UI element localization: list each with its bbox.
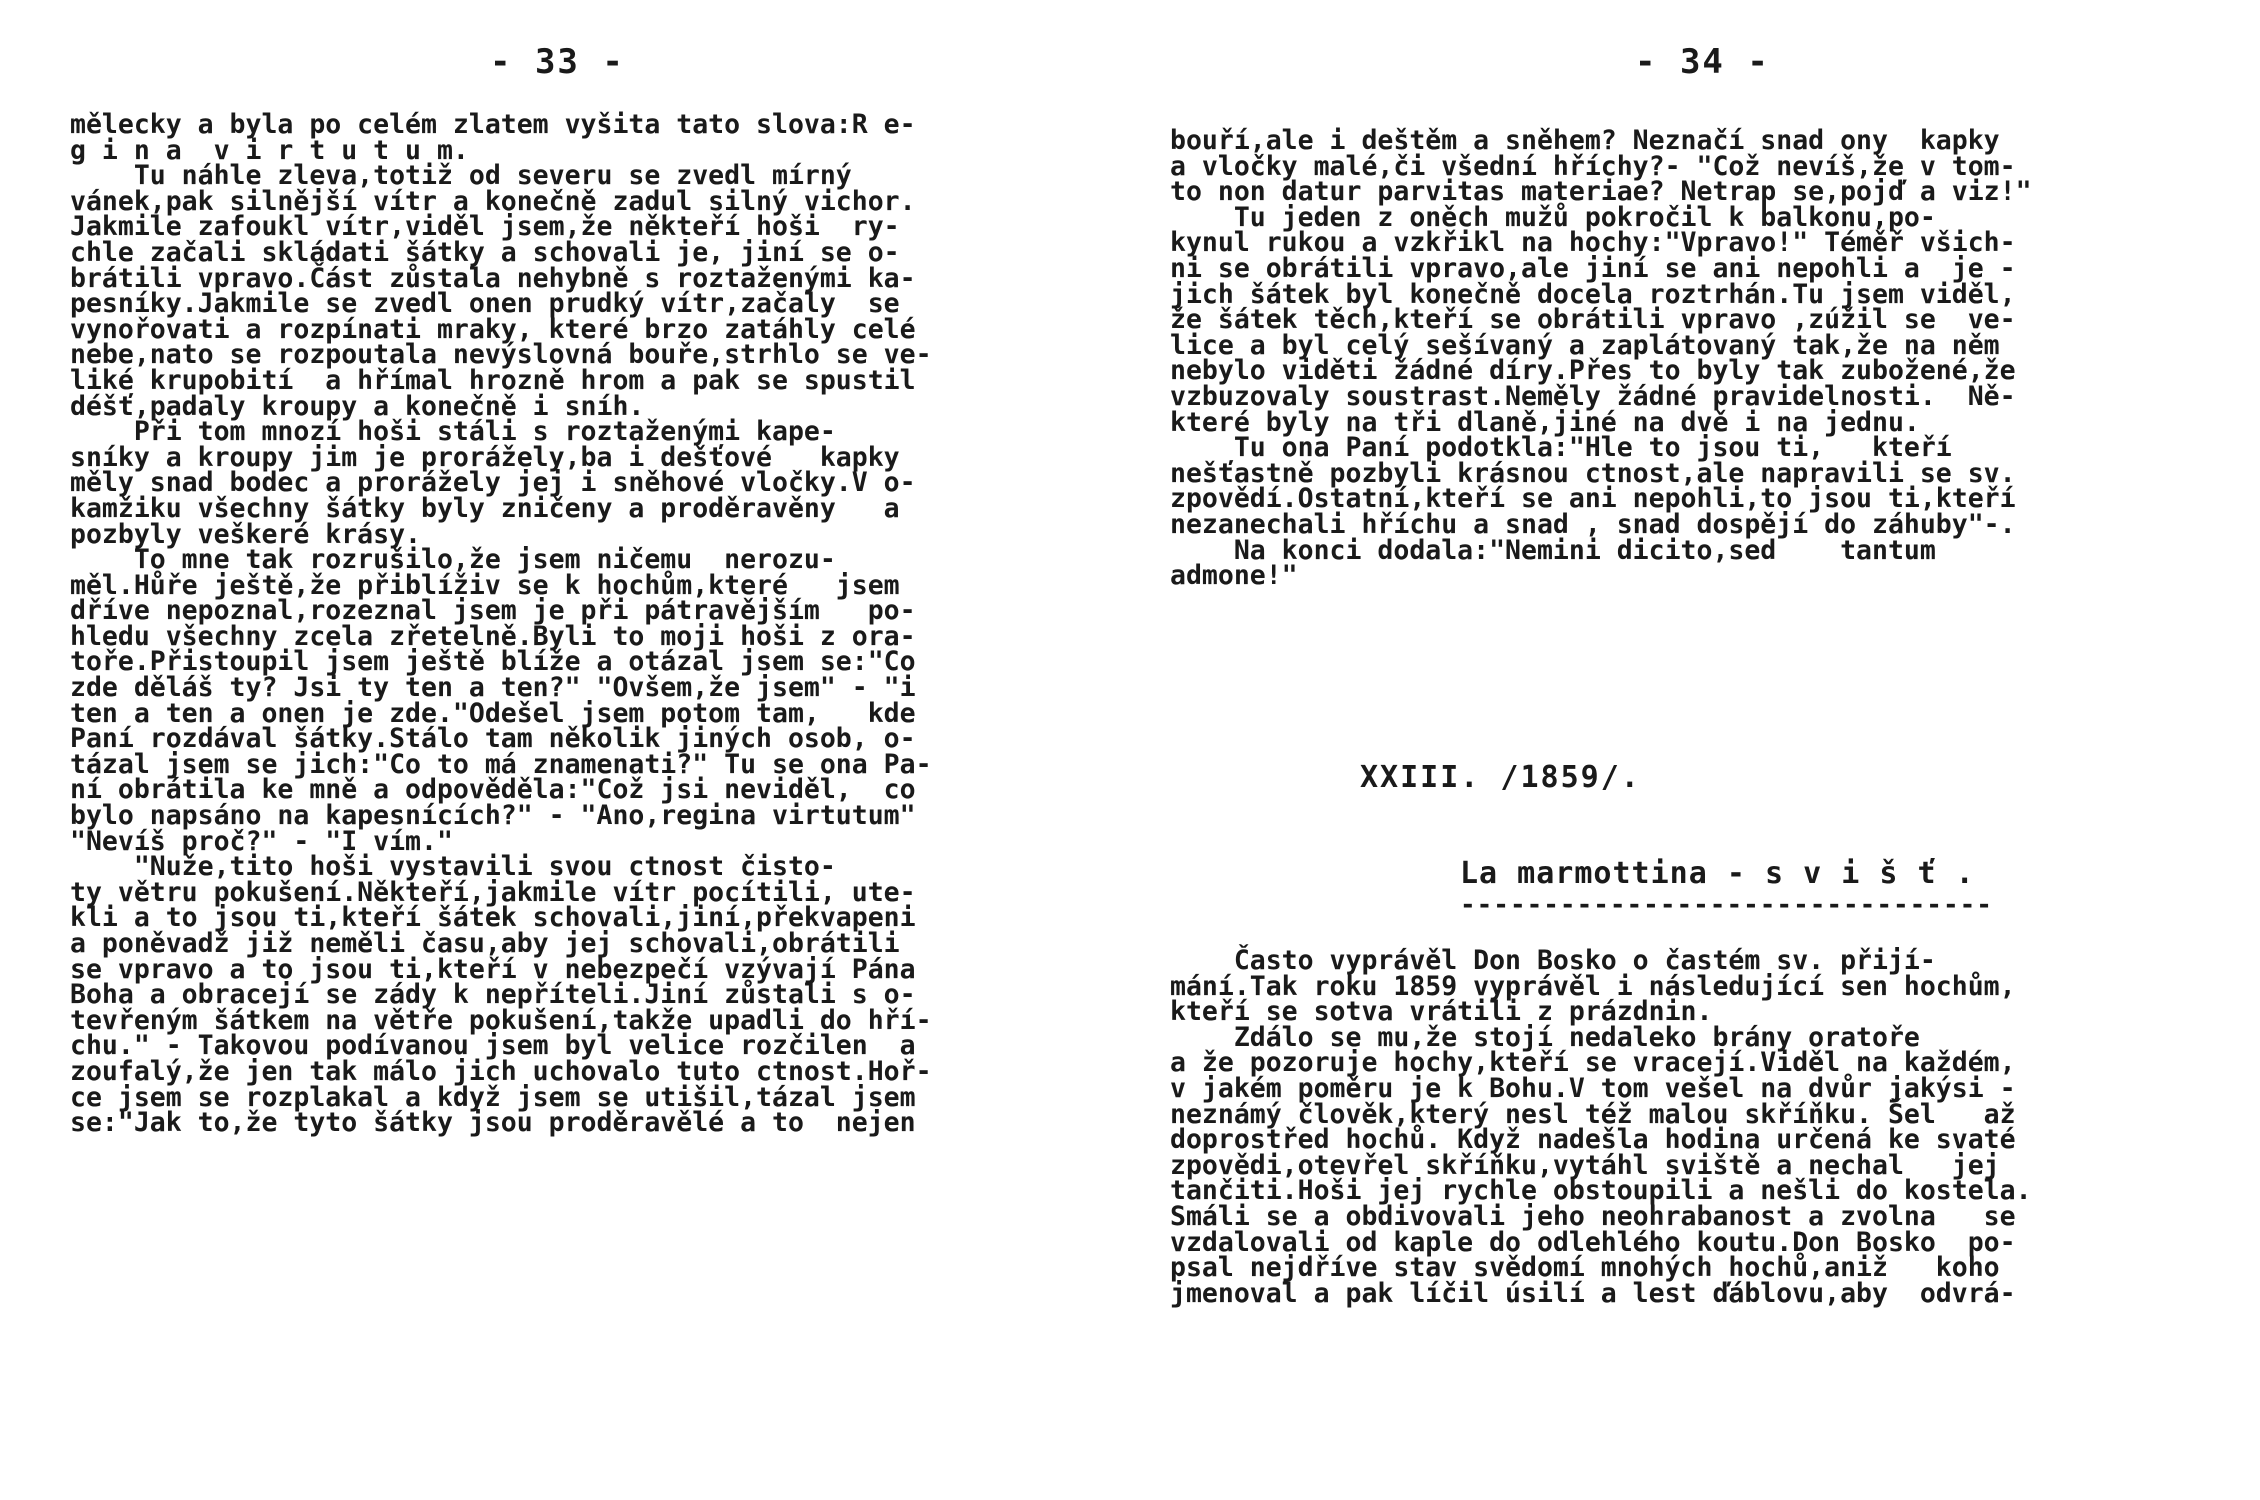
chapter-underline: -------------------------------- xyxy=(1460,890,1993,920)
text-line: Tu jeden z oněch mužů pokročil k balkonu,po- xyxy=(1170,201,1936,233)
text-line: se vpravo a to jsou ti,kteří v nebezpečí vzývají Pána xyxy=(70,953,916,985)
right-page-text-lower xyxy=(1170,945,2240,1309)
text-line: vzdalovali od kaple do odlehlého koutu.Don Bosko po- xyxy=(1170,1226,2016,1258)
text-line: ní obrátila ke mně a odpověděla:"Což jsi neviděl, co xyxy=(70,774,916,806)
text-line: Boha a obracejí se zády k nepříteli.Jiní zůstali s o- xyxy=(70,979,916,1011)
text-line: které byly na tři dlaně,jiné na dvě i na jednu. xyxy=(1170,406,1920,438)
text-line: v jakém poměru je k Bohu.V tom vešel na dvůr jakýsi - xyxy=(1170,1072,2016,1104)
text-line: chle začali skládati šátky a schovali je, jiní se o- xyxy=(70,236,900,268)
text-line: ten a ten a onen je zde."Odešel jsem potom tam, kde xyxy=(70,697,916,729)
text-line: Tu ona Paní podotkla:"Hle to jsou ti, kteří xyxy=(1170,432,1952,464)
text-line: Při tom mnozí hoši stáli s roztaženými kape- xyxy=(70,416,836,448)
text-line: tančiti.Hoši jej rychle obstoupili a nešli do kostela. xyxy=(1170,1175,2032,1207)
text-line: mělecky a byla po celém zlatem vyšita tato slova:R e- xyxy=(70,109,916,140)
text-line: Často vyprávěl Don Bosko o častém sv. přijí- xyxy=(1170,945,1936,976)
page-number-left: - 33 - xyxy=(490,42,625,82)
text-line: ce jsem se rozplakal a když jsem se utišil,tázal jsem xyxy=(70,1081,916,1113)
text-line: pesníky.Jakmile se zvedl onen prudký vítr,začaly se xyxy=(70,288,900,320)
text-line: "Nuže,tito hoši vystavili svou ctnost čisto- xyxy=(70,851,836,883)
text-line: Jakmile zafoukl vítr,viděl jsem,že někteří hoši ry- xyxy=(70,211,900,243)
text-line: ty větru pokušení.Někteří,jakmile vítr pocítili, ute- xyxy=(70,876,916,908)
text-line: měly snad bodec a prorážely jej i sněhové vločky.V o- xyxy=(70,467,916,499)
text-line: jmenoval a pak líčil úsilí a lest ďáblovu,aby odvrá- xyxy=(1170,1277,2016,1309)
text-line: Tu náhle zleva,totiž od severu se zvedl mírný xyxy=(70,160,852,192)
text-line: chu." - Takovou podívanou jsem byl velice rozčilen a xyxy=(70,1030,916,1062)
text-line: dříve nepoznal,rozeznal jsem je při pátravějším po- xyxy=(70,595,916,627)
text-line: tevřeným šátkem na větře pokušení,takže upadli do hří- xyxy=(70,1004,932,1036)
text-line: "Nevíš proč?" - "I vím." xyxy=(70,825,453,857)
text-line: liké krupobití a hřímal hrozně hrom a pak se spustil xyxy=(70,364,916,396)
text-line: sníky a kroupy jim je prorážely,ba i dešťové kapky xyxy=(70,441,900,473)
text-line: jich šátek byl konečně docela roztrhán.Tu jsem viděl, xyxy=(1170,278,2016,310)
text-line: doprostřed hochů. Když nadešla hodina určená ke svaté xyxy=(1170,1124,2016,1156)
section-heading: XXIII. /1859/. xyxy=(1360,760,1641,795)
text-line: tázal jsem se jich:"Co to má znamenati?" Tu se ona Pa- xyxy=(70,748,932,780)
text-line: vynořovati a rozpínati mraky, které brzo zatáhly celé xyxy=(70,313,916,345)
text-line: lice a byl celý sešívaný a zaplátovaný tak,že na něm xyxy=(1170,329,2000,361)
text-line: měl.Hůře ještě,že přiblíživ se k hochům,které jsem xyxy=(70,569,900,601)
text-line: neznámý člověk,který nesl též malou skříňku. Šel až xyxy=(1170,1098,2016,1130)
page-number-right: - 34 - xyxy=(1635,42,1770,82)
text-line: déšť,padaly kroupy a konečně i sníh. xyxy=(70,390,645,422)
text-line: a poněvadž již neměli času,aby jej schovali,obrátili xyxy=(70,928,900,959)
text-line: bouří,ale i deštěm a sněhem? Neznačí snad ony kapky xyxy=(1170,125,2000,156)
text-line: psal nejdříve stav svědomí mnohých hochů,aniž koho xyxy=(1170,1252,2000,1284)
text-line: se:"Jak to,že tyto šátky jsou proděravělé a to nejen xyxy=(70,1107,916,1139)
text-line: bylo napsáno na kapesnících?" - "Ano,regina virtutum" xyxy=(70,800,916,832)
text-line: kamžiku všechny šátky byly zničeny a proděravěny a xyxy=(70,492,900,524)
text-line: Zdálo se mu,že stojí nedaleko brány oratoře xyxy=(1170,1021,1920,1053)
text-line: To mne tak rozrušilo,že jsem ničemu nerozu- xyxy=(70,544,836,576)
text-line: g i n a v i r t u t u m. xyxy=(70,134,469,166)
text-line: nezanechali hříchu a snad , snad dospějí do záhuby"-. xyxy=(1170,508,2016,540)
text-line: a že pozoruje hochy,kteří se vracejí.Viděl na každém, xyxy=(1170,1047,2016,1079)
text-line: vánek,pak silnější vítr a konečně zadul silný vichor. xyxy=(70,185,916,217)
text-line: toře.Přistoupil jsem ještě blíže a otázal jsem se:"Co xyxy=(70,646,916,678)
right-page-text-upper xyxy=(1170,125,2240,592)
text-line: kli a to jsou ti,kteří šátek schovali,jiní,překvapeni xyxy=(70,902,916,934)
text-line: pozbyly veškeré krásy. xyxy=(70,518,421,550)
text-line: kynul rukou a vzkřikl na hochy:"Vpravo!" Téměř všich- xyxy=(1170,227,2016,259)
text-line: a vločky malé,či všední hříchy?- "Což nevíš,že v tom- xyxy=(1170,150,2016,182)
text-line: vzbuzovaly soustrast.Neměly žádné pravidelnosti. Ně- xyxy=(1170,380,2016,412)
text-line: kteří se sotva vrátili z prázdnin. xyxy=(1170,996,1713,1028)
left-page-text xyxy=(70,109,1110,1139)
text-line: Paní rozdával šátky.Stálo tam několik jiných osob, o- xyxy=(70,723,916,755)
text-line: nešťastně pozbyli krásnou ctnost,ale napravili se sv. xyxy=(1170,457,2016,489)
text-line: Smáli se a obdivovali jeho neohrabanost a zvolna se xyxy=(1170,1200,2016,1232)
right-page xyxy=(1130,0,2260,1500)
text-line: Na konci dodala:"Nemini dicito,sed tantum xyxy=(1170,534,1936,566)
text-line: to non datur parvitas materiae? Netrap se,pojď a viz!" xyxy=(1170,176,2032,208)
text-line: admone!" xyxy=(1170,560,1298,592)
text-line: ni se obrátili vpravo,ale jiní se ani nepohli a je - xyxy=(1170,252,2016,284)
text-line: nebylo viděti žádné díry.Přes to byly tak zubožené,že xyxy=(1170,355,2016,387)
text-line: zde děláš ty? Jsi ty ten a ten?" "Ovšem,že jsem" - "i xyxy=(70,672,916,704)
text-line: nebe,nato se rozpoutala nevýslovná bouře,strhlo se ve- xyxy=(70,339,932,371)
text-line: zoufalý,že jen tak málo jich uchovalo tuto ctnost.Hoř- xyxy=(70,1055,932,1087)
text-line: že šátek těch,kteří se obrátili vpravo ,zúžil se ve- xyxy=(1170,304,2016,336)
chapter-title: La marmottina - s v i š ť . xyxy=(1460,856,1975,891)
text-line: hledu všechny zcela zřetelně.Byli to moji hoši z ora- xyxy=(70,620,916,652)
text-line: zpovědí.Ostatní,kteří se ani nepohli,to jsou ti,kteří xyxy=(1170,483,2016,515)
text-line: zpovědi,otevřel skříňku,vytáhl sviště a nechal jej xyxy=(1170,1149,2000,1181)
text-line: mání.Tak roku 1859 vyprávěl i následující sen hochům, xyxy=(1170,970,2016,1002)
text-line: brátili vpravo.Část zůstala nehybně s roztaženými ka- xyxy=(70,262,916,294)
